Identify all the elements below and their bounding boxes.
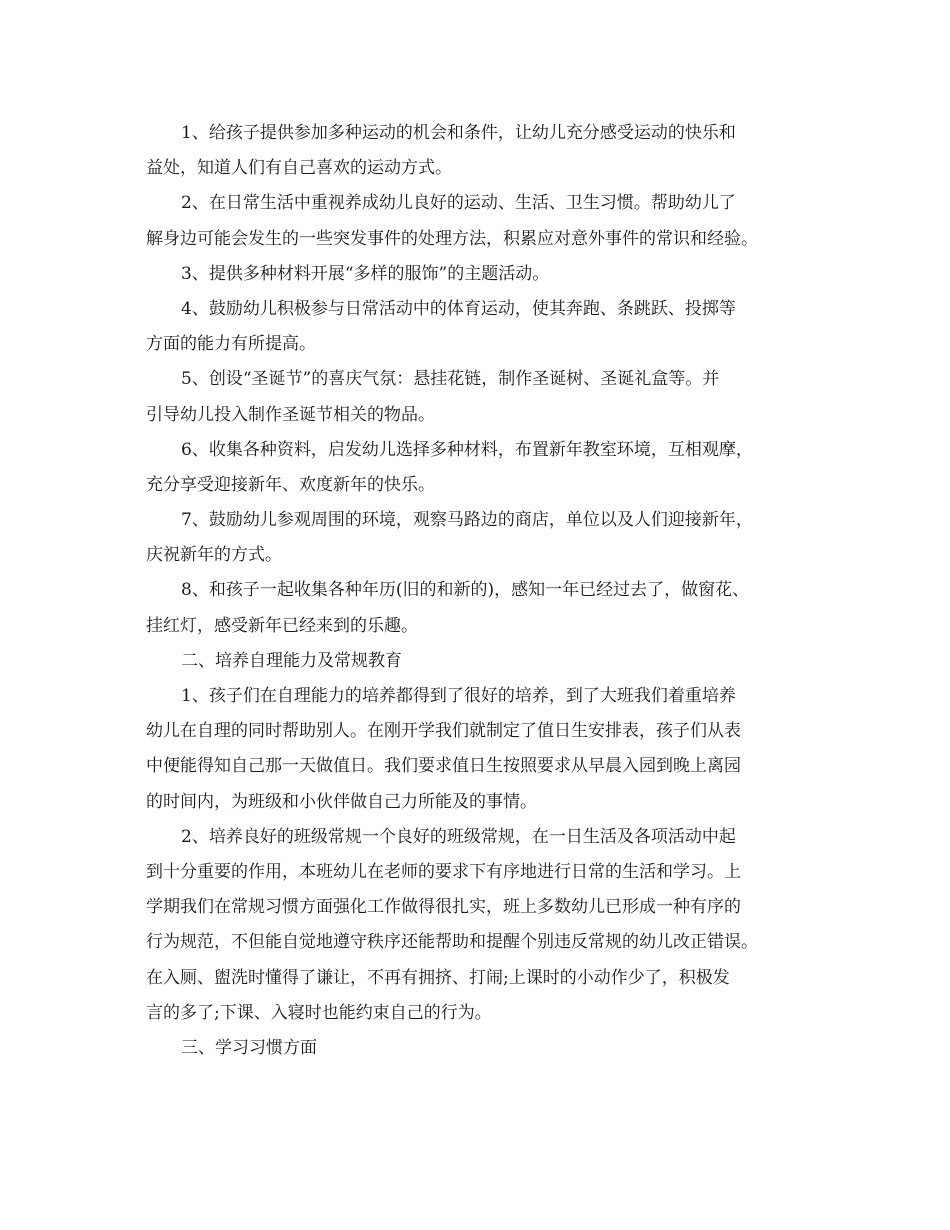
text-line: 的时间内，为班级和小伙伴做自己力所能及的事情。 [146, 791, 537, 812]
text-line: 言的多了;下课、入寝时也能约束自己的行为。 [146, 1002, 492, 1023]
text-line: 益处，知道人们有自己喜欢的运动方式。 [146, 158, 452, 179]
document-body [146, 116, 810, 1066]
text-line: 到十分重要的作用，本班幼儿在老师的要求下有序地进行日常的生活和学习。上 [146, 861, 741, 882]
text-line: 二、培养自理能力及常规教育 [181, 650, 402, 671]
text-line: 1、孩子们在自理能力的培养都得到了很好的培养，到了大班我们着重培养 [181, 686, 736, 706]
text-line: 3、提供多种材料开展“多样的服饰”的主题活动。 [181, 263, 550, 284]
text-line: 在入厕、盥洗时懂得了谦让，不再有拥挤、打闹;上课时的小动作少了，积极发 [146, 967, 730, 988]
text-line: 引导幼儿投入制作圣诞节相关的物品。 [146, 404, 435, 425]
text-line: 充分享受迎接新年、欢度新年的快乐。 [146, 474, 435, 495]
text-line: 幼儿在自理的同时帮助别人。在刚开学我们就制定了值日生安排表，孩子们从表 [146, 721, 741, 742]
text-line: 2、在日常生活中重视养成幼儿良好的运动、生活、卫生习惯。帮助幼儿了 [181, 193, 736, 214]
text-line: 庆祝新年的方式。 [146, 545, 282, 566]
text-line: 1、给孩子提供参加多种运动的机会和条件，让幼儿充分感受运动的快乐和 [181, 123, 736, 143]
text-line: 4、鼓励幼儿积极参与日常活动中的体育运动，使其奔跑、条跳跃、投掷等 [181, 298, 736, 319]
text-line: 6、收集各种资料，启发幼儿选择多种材料，布置新年教室环境，互相观摩， [181, 439, 753, 460]
text-line: 中便能得知自己那一天做值日。我们要求值日生按照要求从早晨入园到晚上离园 [146, 756, 741, 777]
text-line: 挂红灯，感受新年已经来到的乐趣。 [146, 615, 418, 636]
text-line: 方面的能力有所提高。 [146, 334, 316, 355]
text-line: 解身边可能会发生的一些突发事件的处理方法，积累应对意外事件的常识和经验。 [146, 228, 758, 249]
text-line: 8、和孩子一起收集各种年历(旧的和新的)，感知一年已经过去了，做窗花、 [181, 580, 750, 601]
text-line: 三、学习习惯方面 [181, 1037, 317, 1058]
text-line: 学期我们在常规习惯方面强化工作做得很扎实，班上多数幼儿已形成一种有序的 [146, 897, 741, 918]
text-line: 7、鼓励幼儿参观周围的环境，观察马路边的商店，单位以及人们迎接新年， [181, 510, 753, 531]
text-line: 5、创设“圣诞节”的喜庆气氛：悬挂花链，制作圣诞树、圣诞礼盒等。并 [181, 369, 720, 390]
text-line: 2、培养良好的班级常规一个良好的班级常规，在一日生活及各项活动中起 [181, 826, 736, 847]
text-line: 行为规范，不但能自觉地遵守秩序还能帮助和提醒个别违反常规的幼儿改正错误。 [146, 932, 758, 953]
